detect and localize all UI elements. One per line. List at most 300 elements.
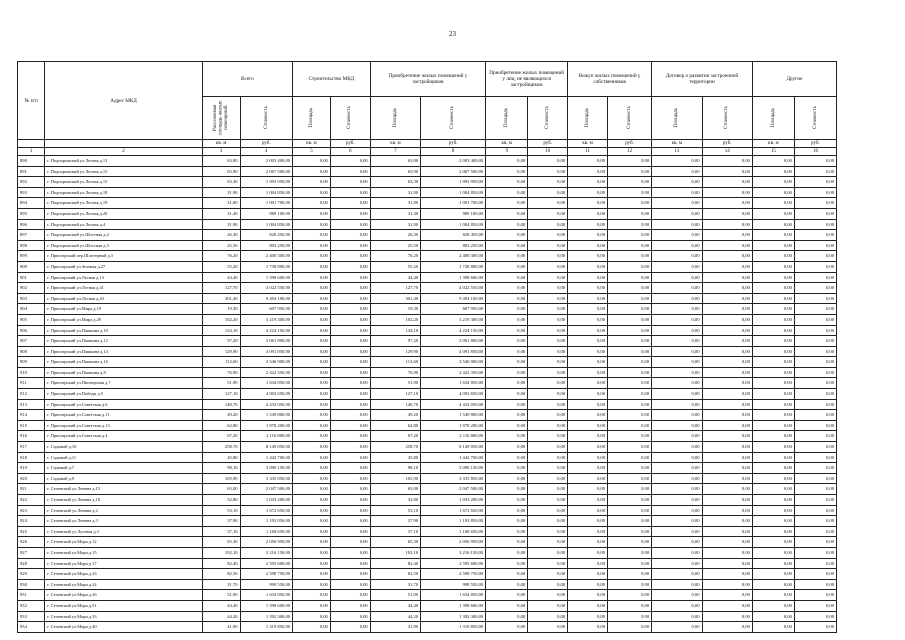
development-contract-cost: 0,00 [702,547,752,558]
non-developer-area: 0,00 [486,495,528,506]
total-cost: 2 056 950,00 [240,537,293,548]
buyout-cost: 0,00 [608,579,652,590]
address: г. Сеченский ул.Мира д.23 [45,569,202,580]
unit-area: кв. м [370,140,420,148]
buyout-area: 0,00 [568,346,608,357]
total-cost: 3 090 150,00 [240,463,293,474]
address: г. Подпорожский ул.Шостная д.3 [45,240,202,251]
non-developer-cost: 0,00 [528,336,568,347]
total-area: 37,90 [202,516,240,527]
group-header: Другие [752,62,836,97]
total-cost: 2 116 800,00 [240,431,293,442]
construction-cost: 0,00 [330,240,370,251]
development-contract-cost: 0,00 [702,304,752,315]
other-area: 0,00 [752,516,794,527]
other-area: 0,00 [752,240,794,251]
non-developer-cost: 0,00 [528,410,568,421]
row-number: 916 [18,431,45,442]
buyout-cost: 0,00 [608,399,652,410]
construction-area: 0,00 [293,547,331,558]
area-subheader-label: Площадь [674,108,680,128]
buyout-cost: 0,00 [608,558,652,569]
address: г. Садовый д.7 [45,463,202,474]
non-developer-area: 0,00 [486,230,528,241]
row-number: 906 [18,325,45,336]
total-cost: 3 061 800,00 [240,336,293,347]
non-developer-cost: 0,00 [528,314,568,325]
buyout-cost: 0,00 [608,156,652,167]
row-number: 918 [18,452,45,463]
development-contract-area: 0,00 [652,357,702,368]
non-developer-cost: 0,00 [528,547,568,558]
buyout-cost: 0,00 [608,473,652,484]
non-developer-cost: 0,00 [528,198,568,209]
developer-purchase-area: 31,90 [370,187,420,198]
developer-purchase-cost: 2 067 500,00 [421,166,486,177]
other-area: 0,00 [752,622,794,633]
developer-purchase-cost: 989 100,00 [421,208,486,219]
column-number: 1 [18,148,45,156]
non-developer-cost: 0,00 [528,283,568,294]
other-cost: 0,00 [794,473,836,484]
total-cost: 1 634 850,00 [240,590,293,601]
buyout-area: 0,00 [568,537,608,548]
developer-purchase-cost: 2 422 350,00 [421,367,486,378]
construction-area: 0,00 [293,166,331,177]
column-number: 3 [202,148,240,156]
buyout-cost: 0,00 [608,219,652,230]
construction-cost: 0,00 [330,410,370,421]
non-developer-area: 0,00 [486,516,528,527]
address: г. Приозерский ул.Пионерская д.7 [45,378,202,389]
non-developer-cost: 0,00 [528,156,568,167]
table-row [18,547,837,558]
construction-cost: 0,00 [330,293,370,304]
other-area: 0,00 [752,187,794,198]
resettlement-table-sheet [17,61,837,633]
developer-purchase-area: 65,30 [370,537,420,548]
row-number: 934 [18,622,45,633]
table-row [18,452,837,463]
table-row [18,420,837,431]
row-number: 932 [18,600,45,611]
development-contract-area: 0,00 [652,600,702,611]
row-number: 913 [18,399,45,410]
column-number: 14 [702,148,752,156]
construction-area: 0,00 [293,378,331,389]
other-cost: 0,00 [794,293,836,304]
construction-cost: 0,00 [330,156,370,167]
total-area: 102,10 [202,547,240,558]
development-contract-cost: 0,00 [702,622,752,633]
buyout-cost: 0,00 [608,261,652,272]
address: г. Подпорожский ул.Шостная д.2 [45,230,202,241]
non-developer-area: 0,00 [486,208,528,219]
other-area: 0,00 [752,463,794,474]
area-subheader-label: Площадь [392,108,398,128]
other-area: 0,00 [752,198,794,209]
buyout-area: 0,00 [568,558,608,569]
other-cost: 0,00 [794,569,836,580]
developer-purchase-cost: 4 091 850,00 [421,346,486,357]
construction-area: 0,00 [293,579,331,590]
other-area: 0,00 [752,177,794,188]
other-area: 0,00 [752,495,794,506]
construction-area: 0,00 [293,526,331,537]
developer-purchase-cost: 1 442 700,00 [421,452,486,463]
units-blank [18,140,45,148]
construction-area: 0,00 [293,399,331,410]
other-cost: 0,00 [794,420,836,431]
row-number: 924 [18,516,45,527]
row-number-header: № п/п [18,62,45,140]
group-header: Всего [202,62,292,97]
non-developer-cost: 0,00 [528,431,568,442]
address: г. Приозерский ул.Пашкина д.8 [45,367,202,378]
development-contract-area: 0,00 [652,526,702,537]
developer-purchase-cost: 3 335 850,00 [421,473,486,484]
total-area: 49,20 [202,410,240,421]
total-cost: 4 432 050,00 [240,399,293,410]
construction-cost: 0,00 [330,251,370,262]
buyout-area: 0,00 [568,357,608,368]
non-developer-area: 0,00 [486,473,528,484]
construction-area: 0,00 [293,336,331,347]
construction-cost: 0,00 [330,600,370,611]
construction-cost: 0,00 [330,378,370,389]
developer-purchase-cost: 998 550,00 [421,579,486,590]
developer-purchase-area: 44,40 [370,600,420,611]
development-contract-cost: 0,00 [702,463,752,474]
table-row [18,283,837,294]
total-cost: 3 216 150,00 [240,547,293,558]
other-area: 0,00 [752,219,794,230]
developer-purchase-area: 25,50 [370,240,420,251]
developer-purchase-cost: 1 549 800,00 [421,410,486,421]
other-cost: 0,00 [794,219,836,230]
developer-purchase-area: 98,10 [370,463,420,474]
developer-purchase-cost: 2 056 950,00 [421,537,486,548]
developer-purchase-area: 102,10 [370,547,420,558]
development-contract-area: 0,00 [652,495,702,506]
developer-purchase-area: 258,70 [370,442,420,453]
developer-purchase-area: 140,70 [370,399,420,410]
buyout-area: 0,00 [568,336,608,347]
developer-purchase-area: 134,10 [370,325,420,336]
total-cost: 828 450,00 [240,230,293,241]
buyout-cost: 0,00 [608,251,652,262]
row-number: 898 [18,240,45,251]
row-number: 930 [18,579,45,590]
other-cost: 0,00 [794,240,836,251]
other-area: 0,00 [752,452,794,463]
area-subheader [752,97,794,140]
construction-cost: 0,00 [330,505,370,516]
resettlement-table [17,61,837,633]
other-area: 0,00 [752,367,794,378]
buyout-cost: 0,00 [608,283,652,294]
other-cost: 0,00 [794,516,836,527]
other-area: 0,00 [752,611,794,622]
construction-cost: 0,00 [330,230,370,241]
row-number: 897 [18,230,45,241]
table-row [18,198,837,209]
construction-cost: 0,00 [330,389,370,400]
other-cost: 0,00 [794,558,836,569]
development-contract-cost: 0,00 [702,177,752,188]
other-cost: 0,00 [794,156,836,167]
developer-purchase-cost: 1 993 950,00 [421,177,486,188]
buyout-cost: 0,00 [608,198,652,209]
buyout-area: 0,00 [568,304,608,315]
unit-cost: руб. [702,140,752,148]
row-number: 921 [18,484,45,495]
row-number: 909 [18,357,45,368]
row-number: 914 [18,410,45,421]
row-number: 896 [18,219,45,230]
other-area: 0,00 [752,420,794,431]
developer-purchase-cost: 607 950,00 [421,304,486,315]
non-developer-cost: 0,00 [528,261,568,272]
total-cost: 3 546 900,00 [240,357,293,368]
buyout-cost: 0,00 [608,325,652,336]
development-contract-cost: 0,00 [702,208,752,219]
developer-purchase-cost: 4 432 050,00 [421,399,486,410]
unit-area: кв. м [202,140,240,148]
total-cost: 1 993 950,00 [240,177,293,188]
total-cost: 998 550,00 [240,579,293,590]
other-cost: 0,00 [794,208,836,219]
row-number: 907 [18,336,45,347]
construction-cost: 0,00 [330,208,370,219]
development-contract-area: 0,00 [652,346,702,357]
cost-subheader-label: Стоимость [544,106,550,130]
non-developer-cost: 0,00 [528,590,568,601]
total-cost: 1 001 700,00 [240,198,293,209]
total-area: 32,80 [202,495,240,506]
buyout-cost: 0,00 [608,346,652,357]
total-area: 67,20 [202,431,240,442]
construction-cost: 0,00 [330,558,370,569]
other-area: 0,00 [752,484,794,495]
table-row [18,526,837,537]
development-contract-area: 0,00 [652,367,702,378]
row-number: 927 [18,547,45,558]
construction-area: 0,00 [293,431,331,442]
non-developer-cost: 0,00 [528,495,568,506]
address: г. Подпорожский ул.Лесная д.18 [45,187,202,198]
non-developer-area: 0,00 [486,389,528,400]
buyout-cost: 0,00 [608,537,652,548]
total-area: 134,10 [202,325,240,336]
non-developer-area: 0,00 [486,399,528,410]
developer-purchase-cost: 1 004 850,00 [421,219,486,230]
development-contract-cost: 0,00 [702,442,752,453]
table-row [18,367,837,378]
total-cost: 1 442 700,00 [240,452,293,463]
non-developer-area: 0,00 [486,590,528,601]
other-cost: 0,00 [794,378,836,389]
developer-purchase-area: 82,40 [370,558,420,569]
address: г. Приозерский ул.Советская д.11 [45,410,202,421]
address: г. Подпорожский ул.Лесная д.19 [45,198,202,209]
row-number: 901 [18,272,45,283]
construction-cost: 0,00 [330,357,370,368]
non-developer-area: 0,00 [486,251,528,262]
non-developer-cost: 0,00 [528,569,568,580]
row-number: 894 [18,198,45,209]
buyout-area: 0,00 [568,505,608,516]
developer-purchase-cost: 1 004 850,00 [421,187,486,198]
column-number: 7 [370,148,420,156]
developer-purchase-cost: 803 250,00 [421,240,486,251]
total-area: 41,90 [202,622,240,633]
buyout-area: 0,00 [568,251,608,262]
cost-subheader [240,97,293,140]
buyout-cost: 0,00 [608,166,652,177]
construction-cost: 0,00 [330,283,370,294]
other-cost: 0,00 [794,325,836,336]
area-subheader-label: Площадь [584,108,590,128]
development-contract-cost: 0,00 [702,420,752,431]
non-developer-cost: 0,00 [528,230,568,241]
non-developer-area: 0,00 [486,283,528,294]
row-number: 891 [18,166,45,177]
non-developer-cost: 0,00 [528,208,568,219]
buyout-area: 0,00 [568,208,608,219]
total-cost: 2 067 500,00 [240,166,293,177]
table-row [18,442,837,453]
buyout-area: 0,00 [568,484,608,495]
total-cost: 4 091 850,00 [240,346,293,357]
table-row [18,505,837,516]
buyout-area: 0,00 [568,156,608,167]
other-cost: 0,00 [794,463,836,474]
total-area: 129,90 [202,346,240,357]
buyout-area: 0,00 [568,590,608,601]
area-subheader-label: Расселяемая площадь жилых помещений [212,100,229,136]
column-number: 10 [528,148,568,156]
construction-area: 0,00 [293,187,331,198]
total-area: 65,00 [202,484,240,495]
development-contract-area: 0,00 [652,219,702,230]
non-developer-area: 0,00 [486,611,528,622]
development-contract-cost: 0,00 [702,156,752,167]
developer-purchase-cost: 1 193 850,00 [421,516,486,527]
non-developer-cost: 0,00 [528,442,568,453]
other-area: 0,00 [752,261,794,272]
developer-purchase-area: 26,30 [370,230,420,241]
total-area: 98,10 [202,463,240,474]
non-developer-area: 0,00 [486,378,528,389]
development-contract-area: 0,00 [652,410,702,421]
buyout-area: 0,00 [568,547,608,558]
other-cost: 0,00 [794,611,836,622]
non-developer-area: 0,00 [486,622,528,633]
construction-cost: 0,00 [330,261,370,272]
row-number: 895 [18,208,45,219]
total-cost: 1 549 800,00 [240,410,293,421]
other-cost: 0,00 [794,622,836,633]
total-cost: 1 004 850,00 [240,187,293,198]
construction-cost: 0,00 [330,484,370,495]
non-developer-cost: 0,00 [528,304,568,315]
construction-area: 0,00 [293,346,331,357]
developer-purchase-area: 37,90 [370,516,420,527]
developer-purchase-cost: 2 116 800,00 [421,431,486,442]
other-area: 0,00 [752,357,794,368]
construction-area: 0,00 [293,516,331,527]
other-cost: 0,00 [794,367,836,378]
other-cost: 0,00 [794,177,836,188]
buyout-cost: 0,00 [608,452,652,463]
area-subheader [652,97,702,140]
total-cost: 1 004 850,00 [240,219,293,230]
total-cost: 4 003 650,00 [240,389,293,400]
buyout-area: 0,00 [568,261,608,272]
buyout-area: 0,00 [568,622,608,633]
total-area: 44,40 [202,272,240,283]
column-number: 4 [240,148,293,156]
construction-area: 0,00 [293,240,331,251]
total-area: 105,90 [202,473,240,484]
non-developer-area: 0,00 [486,442,528,453]
developer-purchase-area: 32,80 [370,495,420,506]
developer-purchase-cost: 1 738 800,00 [421,261,486,272]
other-area: 0,00 [752,389,794,400]
buyout-cost: 0,00 [608,484,652,495]
non-developer-cost: 0,00 [528,622,568,633]
table-row [18,516,837,527]
non-developer-cost: 0,00 [528,346,568,357]
row-number: 905 [18,314,45,325]
buyout-cost: 0,00 [608,495,652,506]
address: г. Приозерский пер.Шлотерный д.5 [45,251,202,262]
unit-cost: руб. [240,140,293,148]
construction-area: 0,00 [293,569,331,580]
other-cost: 0,00 [794,314,836,325]
unit-cost: руб. [528,140,568,148]
table-row [18,304,837,315]
other-area: 0,00 [752,569,794,580]
buyout-area: 0,00 [568,325,608,336]
non-developer-cost: 0,00 [528,187,568,198]
cost-subheader-label: Стоимость [263,106,269,130]
buyout-area: 0,00 [568,293,608,304]
column-number: 2 [45,148,202,156]
address: г. Приозерский ул.Пашкина д.10 [45,325,202,336]
construction-cost: 0,00 [330,346,370,357]
units-row [18,140,837,148]
non-developer-cost: 0,00 [528,600,568,611]
construction-area: 0,00 [293,304,331,315]
row-number: 925 [18,526,45,537]
construction-cost: 0,00 [330,166,370,177]
row-number: 933 [18,611,45,622]
cost-subheader-label: Стоимость [812,106,818,130]
construction-area: 0,00 [293,473,331,484]
development-contract-area: 0,00 [652,177,702,188]
non-developer-area: 0,00 [486,336,528,347]
construction-area: 0,00 [293,198,331,209]
development-contract-area: 0,00 [652,569,702,580]
address: г. Сеченский ул.Ленина д.18 [45,495,202,506]
buyout-area: 0,00 [568,314,608,325]
buyout-cost: 0,00 [608,293,652,304]
non-developer-area: 0,00 [486,410,528,421]
address: г. Сеченский ул.Мира д.24 [45,579,202,590]
development-contract-cost: 0,00 [702,399,752,410]
